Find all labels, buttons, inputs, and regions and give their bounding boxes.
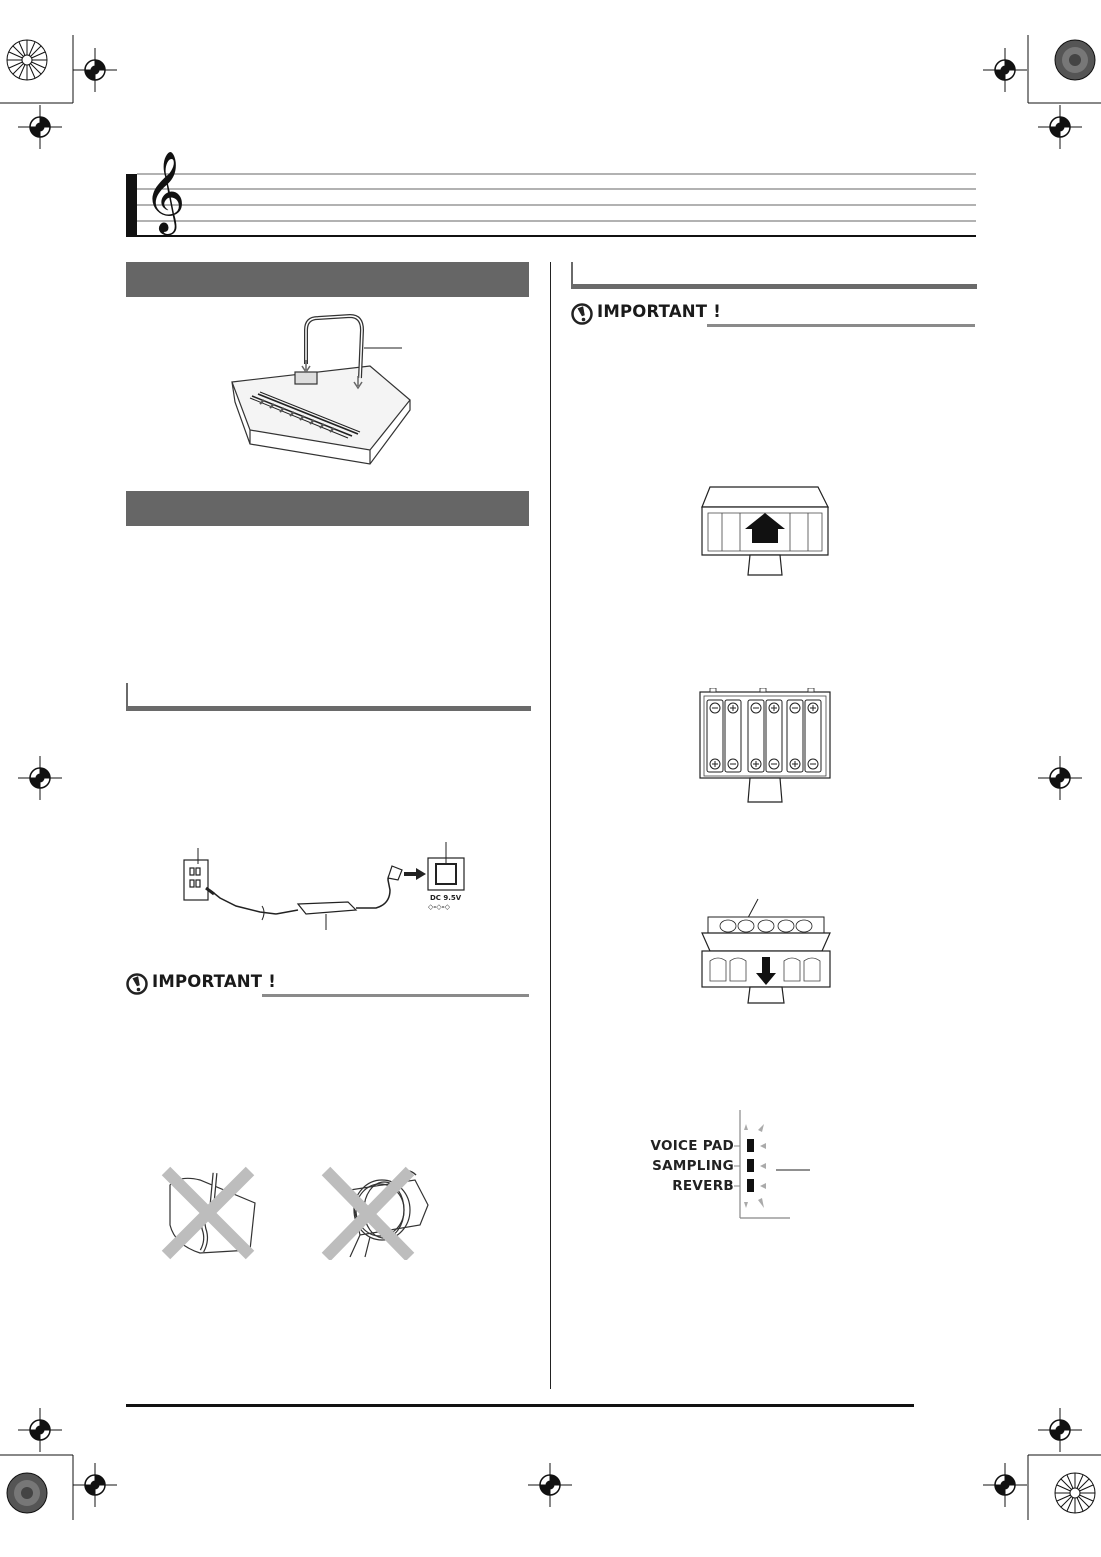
dc-jack-label: DC 9.5V <box>430 894 462 902</box>
keyboard-music-stand-illustration <box>220 310 420 468</box>
important-notice-right <box>571 303 975 327</box>
led-label-reverb: REVERB <box>672 1178 734 1194</box>
battery-compartment-illustration <box>698 688 832 806</box>
important-label: IMPORTANT ! <box>152 972 276 991</box>
important-label: IMPORTANT ! <box>597 302 721 321</box>
crosshair-registration-icon <box>73 1463 117 1507</box>
ac-adaptor-illustration <box>180 840 480 940</box>
led-indicator-lamps <box>734 1108 810 1222</box>
section-bar-power-supply <box>126 491 529 526</box>
footer-rule <box>126 1404 914 1407</box>
led-labels <box>640 1138 734 1198</box>
incorrect-cord-handling-illustration-2 <box>320 1165 435 1260</box>
led-label-sampling: SAMPLING <box>652 1158 734 1174</box>
led-indicator-figure <box>640 1108 810 1222</box>
section-bar-music-stand <box>126 262 529 297</box>
crosshair-registration-icon <box>528 1463 572 1507</box>
exclamation-circle-icon <box>126 973 150 995</box>
staff-lines <box>126 172 976 238</box>
polarity-symbol: ◇-◇-◇ <box>428 903 450 911</box>
exclamation-circle-icon <box>571 303 595 325</box>
column-divider <box>550 262 551 1389</box>
crosshair-registration-icon <box>983 48 1027 92</box>
battery-cover-close-illustration <box>698 895 834 1007</box>
important-notice-left <box>126 973 529 997</box>
crosshair-registration-icon <box>983 1463 1027 1507</box>
starburst-mark-icon <box>1055 1473 1095 1513</box>
starburst-mark-icon <box>7 40 47 80</box>
subheading-ac-adaptor <box>126 683 531 711</box>
color-target-icon <box>7 1473 47 1513</box>
crosshair-registration-icon <box>1038 756 1082 800</box>
crosshair-registration-icon <box>18 1408 62 1452</box>
crosshair-registration-icon <box>18 756 62 800</box>
important-rule <box>707 324 975 327</box>
incorrect-cord-handling-illustration-1 <box>160 1165 260 1260</box>
crosshair-registration-icon <box>73 48 117 92</box>
staff-header <box>126 150 976 238</box>
important-rule <box>262 994 529 997</box>
color-target-icon <box>1055 40 1095 80</box>
treble-clef-icon: 𝄞 <box>144 150 186 232</box>
battery-cover-open-illustration <box>700 483 832 579</box>
crosshair-registration-icon <box>18 105 62 149</box>
crosshair-registration-icon <box>1038 105 1082 149</box>
led-label-voice-pad: VOICE PAD <box>650 1138 734 1154</box>
subheading-batteries <box>571 262 977 289</box>
crosshair-registration-icon <box>1038 1408 1082 1452</box>
